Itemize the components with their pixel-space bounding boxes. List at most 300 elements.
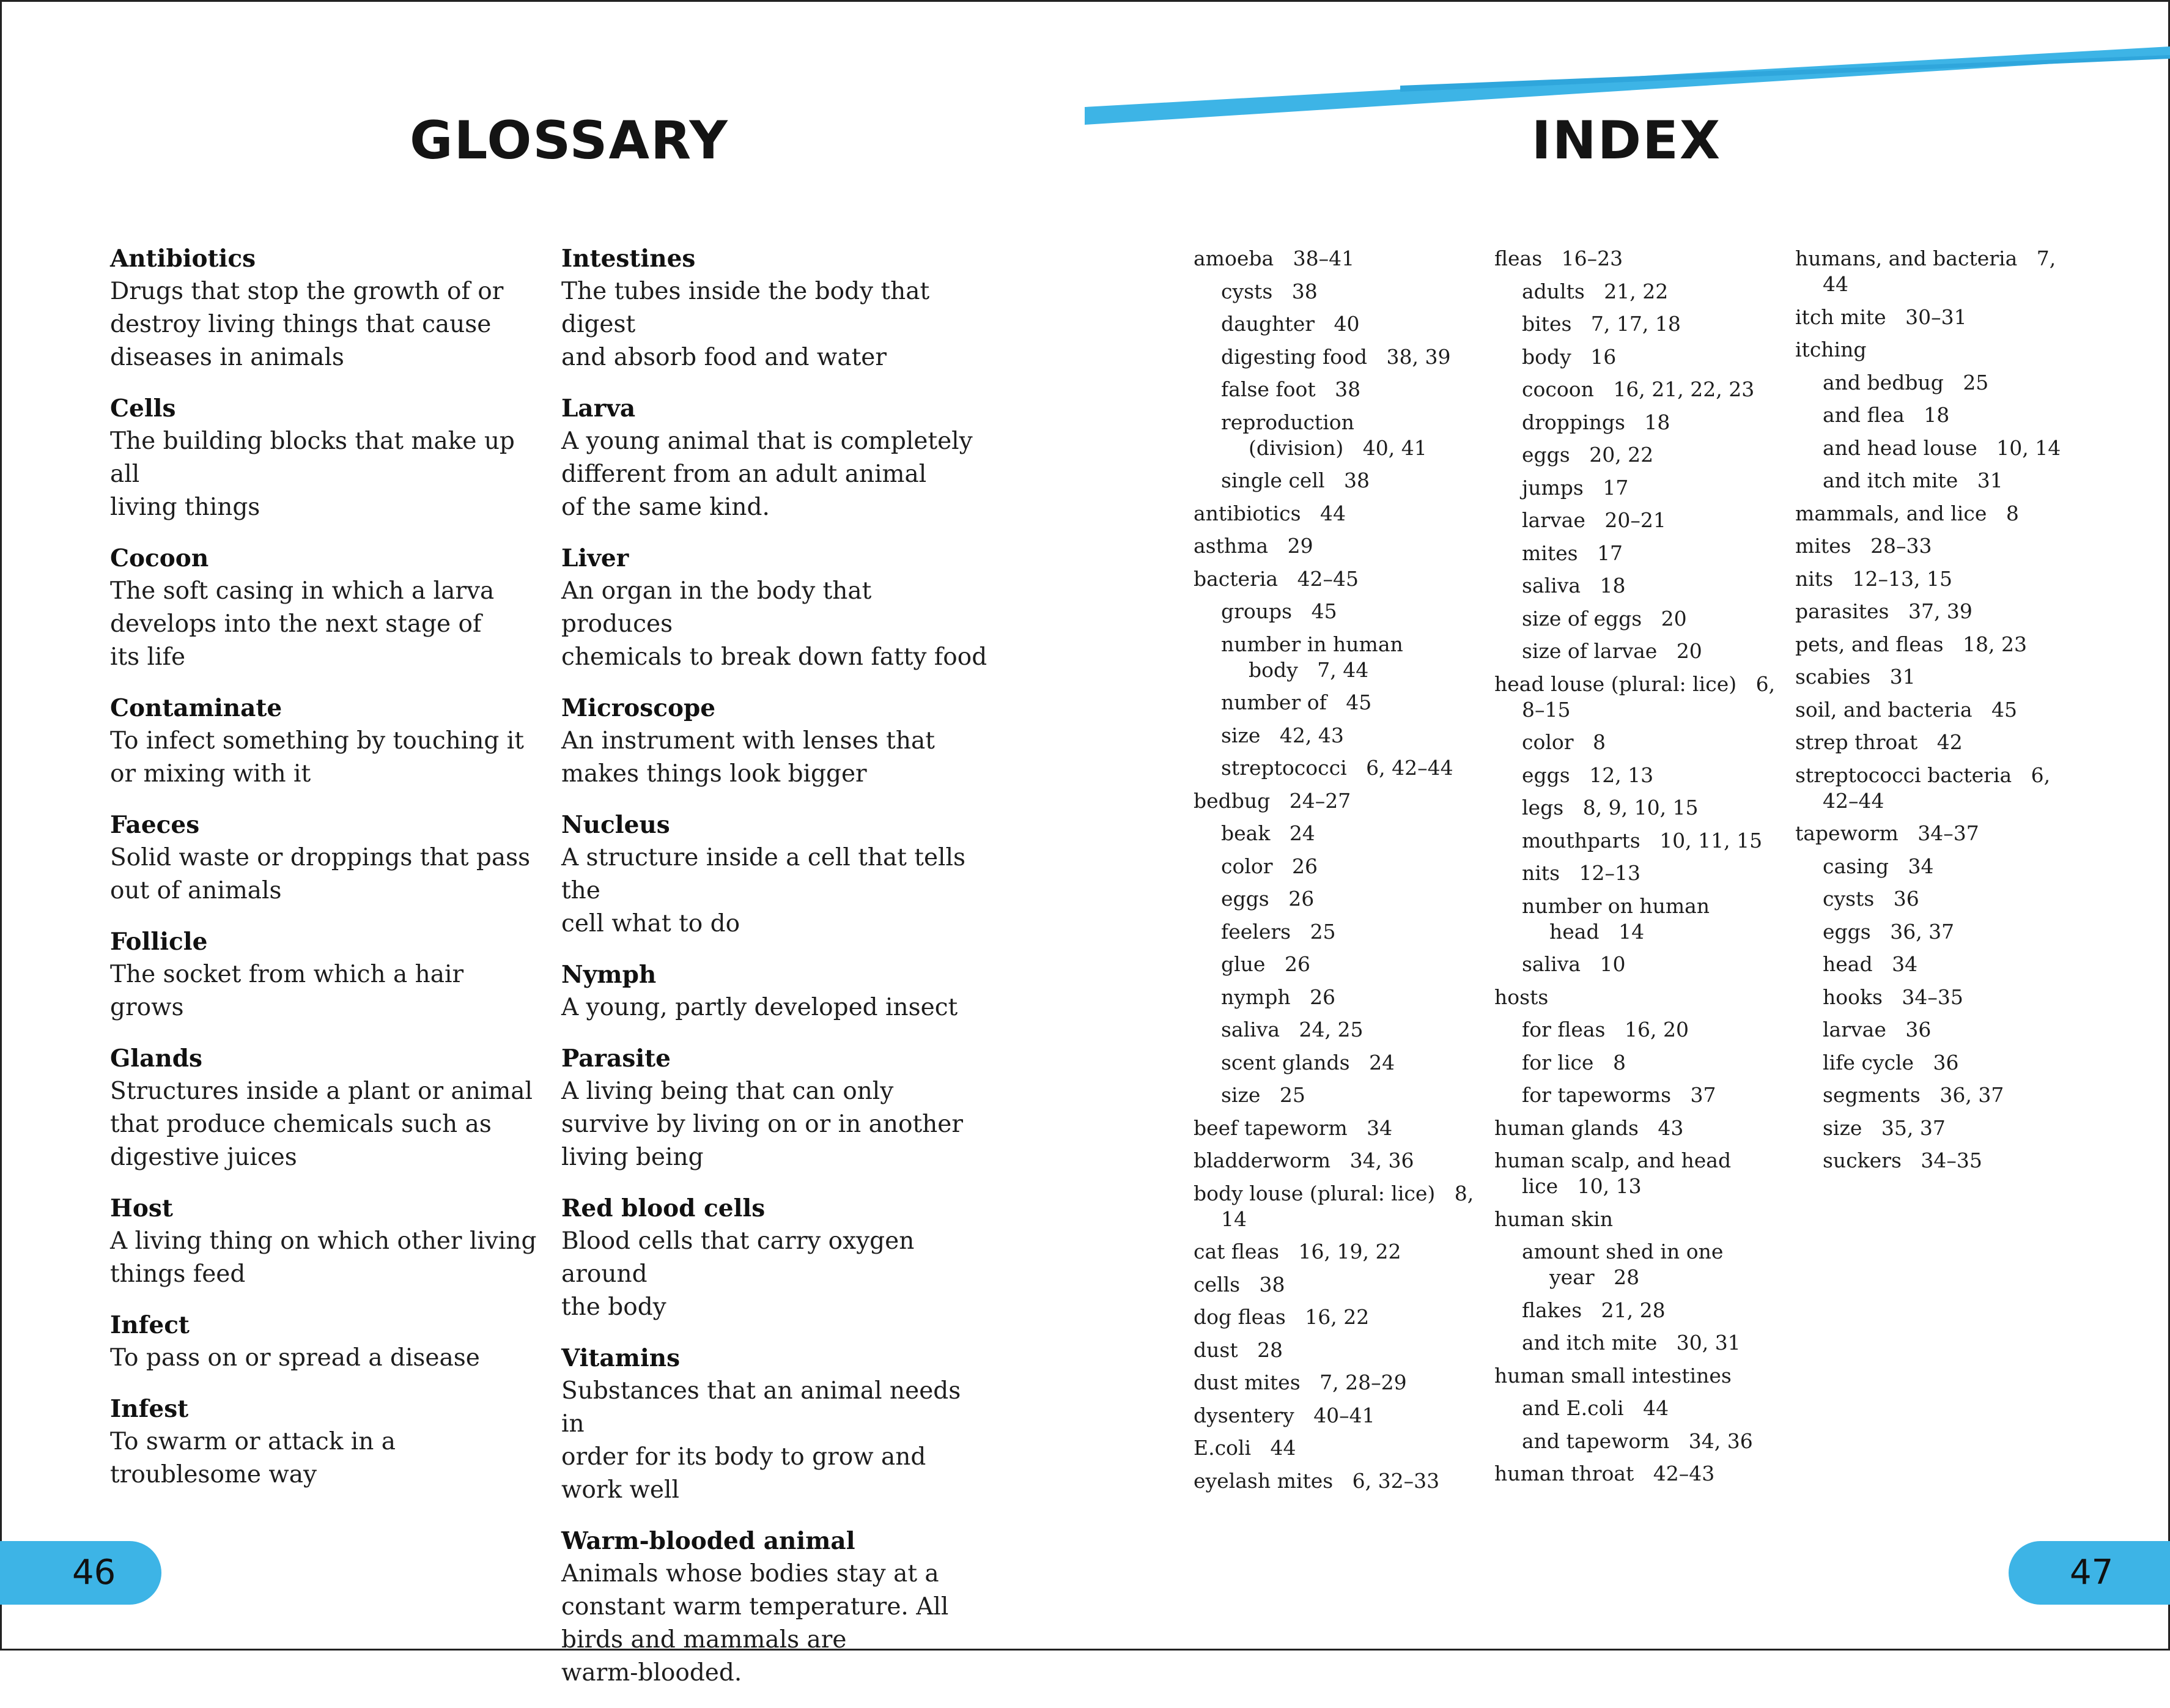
index-subentry — [1494, 1239, 1782, 1290]
glossary-definition: An organ in the body that produces chemicals to break down fatty food — [561, 577, 987, 671]
index-pages: 34–35 — [1921, 1148, 1982, 1172]
index-subentry — [1194, 1050, 1481, 1076]
index-subentry — [1795, 919, 2064, 945]
index-pages: 42–43 — [1653, 1462, 1715, 1485]
index-subentry — [1194, 821, 1481, 846]
index-pages: 12–13, 15 — [1852, 566, 1952, 591]
index-term: dysentery — [1194, 1403, 1294, 1427]
index-pages: 18 — [1644, 410, 1670, 434]
index-entry — [1795, 533, 2064, 559]
glossary-entry — [561, 1192, 989, 1324]
index-subentry — [1194, 599, 1481, 624]
glossary-entry — [110, 542, 538, 674]
index-pages: 34 — [1367, 1115, 1393, 1140]
index-subentry — [1494, 893, 1782, 945]
index-pages: 29 — [1287, 534, 1313, 558]
index-pages: 7, 28–29 — [1319, 1370, 1407, 1394]
index-pages: 8 — [1593, 730, 1606, 754]
index-subentry — [1494, 1298, 1782, 1323]
index-entry — [1194, 1468, 1481, 1494]
glossary-entry — [561, 393, 989, 524]
index-term: cocoon — [1522, 377, 1594, 401]
index-subentry — [1795, 402, 2064, 428]
index-term: amoeba — [1194, 246, 1274, 270]
index-column-1 — [1194, 246, 1481, 1501]
index-pages: 38–41 — [1293, 246, 1355, 270]
index-subentry — [1494, 1396, 1782, 1421]
index-title: INDEX — [1531, 110, 1722, 171]
index-pages: 20–21 — [1604, 508, 1666, 532]
index-pages: 25 — [1279, 1083, 1305, 1107]
index-term: for fleas — [1522, 1018, 1606, 1041]
index-term: amount shed in one year — [1522, 1240, 1724, 1289]
glossary-definition: The soft casing in which a larva develops into the next stage of its life — [110, 577, 495, 671]
index-subentry — [1194, 344, 1481, 370]
index-term: segments — [1823, 1083, 1921, 1107]
index-term: fleas — [1494, 246, 1543, 270]
index-pages: 17 — [1597, 541, 1623, 565]
glossary-entry — [110, 692, 538, 791]
index-term: size — [1823, 1115, 1862, 1140]
glossary-definition: A living thing on which other living things feed — [110, 1227, 537, 1288]
index-pages: 31 — [1889, 665, 1916, 689]
index-term: mites — [1522, 541, 1578, 565]
index-entry — [1795, 632, 2064, 657]
glossary-entry — [561, 692, 989, 791]
index-term: and bedbug — [1823, 370, 1944, 394]
index-pages: 44 — [1320, 501, 1346, 525]
index-pages: 37 — [1690, 1083, 1716, 1107]
index-entry — [1194, 1115, 1481, 1141]
index-subentry — [1494, 475, 1782, 501]
index-pages: 24 — [1369, 1050, 1395, 1074]
index-subentry — [1494, 508, 1782, 533]
glossary-column-1 — [110, 243, 538, 1510]
index-term: beef tapeworm — [1194, 1115, 1348, 1140]
index-subentry — [1194, 377, 1481, 402]
index-pages: 38, 39 — [1386, 344, 1451, 369]
index-term: nits — [1795, 566, 1834, 591]
index-pages: 20 — [1676, 639, 1702, 663]
index-column-2 — [1494, 246, 1782, 1494]
glossary-term: Microscope — [561, 694, 716, 722]
glossary-term: Infest — [110, 1395, 189, 1423]
index-subentry — [1194, 1082, 1481, 1108]
index-term: human small intestines — [1494, 1363, 1732, 1388]
index-term: false foot — [1221, 377, 1316, 401]
glossary-entry — [110, 926, 538, 1024]
index-term: strep throat — [1795, 730, 1918, 754]
index-pages: 20, 22 — [1589, 443, 1654, 467]
glossary-entry — [110, 1393, 538, 1492]
index-entry — [1194, 1403, 1481, 1429]
index-term: streptococci bacteria — [1795, 763, 2012, 787]
index-pages: 10, 11, 15 — [1659, 828, 1763, 852]
glossary-entry — [110, 243, 538, 374]
index-term: saliva — [1221, 1018, 1280, 1041]
index-term: humans, and bacteria — [1795, 246, 2018, 270]
index-pages: 26 — [1288, 887, 1315, 911]
glossary-entry — [110, 1192, 538, 1291]
index-term: nits — [1522, 861, 1560, 885]
index-pages: 8, 9, 10, 15 — [1582, 796, 1699, 819]
glossary-definition: Substances that an animal needs in order for its body to grow and work well — [561, 1377, 961, 1504]
index-subentry — [1494, 638, 1782, 664]
index-subentry — [1194, 632, 1481, 683]
index-entry — [1194, 1181, 1481, 1232]
index-subentry — [1795, 435, 2064, 461]
index-pages: 36 — [1905, 1018, 1932, 1041]
index-column-3 — [1795, 246, 2064, 1181]
index-subentry — [1194, 952, 1481, 977]
index-subentry — [1795, 1050, 2064, 1076]
index-pages: 6, 42–44 — [1366, 756, 1453, 780]
index-pages: 38 — [1259, 1272, 1285, 1296]
glossary-definition: Drugs that stop the growth of or destroy living things that cause diseases in animals — [110, 278, 504, 371]
index-subentry — [1795, 1017, 2064, 1043]
index-term: soil, and bacteria — [1795, 697, 1973, 722]
index-term: number in human body — [1221, 632, 1403, 682]
glossary-definition: To pass on or spread a disease — [110, 1344, 480, 1372]
index-pages: 26 — [1284, 952, 1310, 976]
glossary-definition: The socket from which a hair grows — [110, 961, 464, 1021]
glossary-term: Glands — [110, 1044, 202, 1073]
index-entry — [1194, 1239, 1481, 1265]
index-term: eggs — [1823, 919, 1871, 944]
index-pages: 36 — [1933, 1050, 1959, 1074]
glossary-definition: An instrument with lenses that makes things look bigger — [561, 727, 935, 788]
index-term: bacteria — [1194, 566, 1279, 591]
index-pages: 21, 28 — [1601, 1298, 1666, 1322]
index-term: hooks — [1823, 985, 1883, 1009]
glossary-term: Larva — [561, 394, 636, 423]
index-entry — [1194, 1304, 1481, 1330]
index-subentry — [1194, 723, 1481, 749]
index-term: pets, and fleas — [1795, 632, 1944, 656]
glossary-entry — [110, 1043, 538, 1174]
index-subentry — [1494, 1017, 1782, 1043]
index-entry — [1795, 246, 2064, 297]
glossary-term: Faeces — [110, 811, 200, 839]
index-entry — [1795, 305, 2064, 330]
glossary-entry — [561, 809, 989, 941]
glossary-definition: The tubes inside the body that digest and absorb food and water — [561, 278, 930, 371]
index-term: dust mites — [1194, 1370, 1301, 1394]
index-pages: 34–37 — [1917, 821, 1979, 845]
index-pages: 7, 44 — [1317, 657, 1369, 682]
index-subentry — [1194, 886, 1481, 912]
index-term: eggs — [1522, 763, 1570, 787]
index-pages: 36, 37 — [1890, 919, 1955, 944]
index-subentry — [1795, 1115, 2064, 1141]
index-subentry — [1194, 410, 1481, 461]
index-pages: 18 — [1600, 574, 1626, 597]
glossary-definition: Solid waste or droppings that pass out of animals — [110, 844, 531, 904]
index-pages: 10 — [1600, 952, 1626, 976]
index-pages: 36, 37 — [1939, 1083, 2004, 1107]
index-subentry — [1194, 311, 1481, 337]
index-pages: 45 — [1991, 697, 2017, 722]
index-pages: 26 — [1292, 854, 1318, 878]
index-pages: 38 — [1344, 468, 1370, 492]
glossary-definition: A young animal that is completely different from an adult animal of the same kind. — [561, 427, 973, 521]
index-pages: 20 — [1661, 606, 1687, 630]
index-pages: 16 — [1590, 344, 1617, 369]
index-term: beak — [1221, 821, 1271, 845]
index-pages: 12–13 — [1579, 861, 1640, 885]
index-subentry — [1494, 1330, 1782, 1356]
index-term: suckers — [1823, 1148, 1902, 1172]
index-pages: 34–35 — [1902, 985, 1963, 1009]
index-term: daughter — [1221, 312, 1315, 336]
index-pages: 8, 14 — [1221, 1181, 1474, 1231]
index-pages: 44 — [1643, 1396, 1669, 1420]
index-pages: 37, 39 — [1908, 599, 1973, 623]
index-pages: 8 — [1612, 1050, 1626, 1074]
index-term: mites — [1795, 534, 1851, 558]
index-term: flakes — [1522, 1298, 1582, 1322]
index-pages: 16, 21, 22, 23 — [1613, 377, 1755, 401]
index-pages: 7, 17, 18 — [1590, 312, 1681, 336]
index-term: color — [1522, 730, 1574, 754]
index-subentry — [1494, 410, 1782, 435]
index-term: streptococci — [1221, 756, 1347, 780]
glossary-term: Nymph — [561, 961, 657, 989]
index-pages: 16, 19, 22 — [1298, 1240, 1401, 1263]
glossary-entry — [561, 1525, 989, 1690]
index-pages: 35, 37 — [1881, 1115, 1946, 1140]
index-pages: 30–31 — [1905, 305, 1967, 329]
index-pages: 28 — [1614, 1265, 1640, 1289]
index-pages: 25 — [1963, 370, 1989, 394]
index-term: larvae — [1522, 508, 1585, 532]
index-term: scent glands — [1221, 1050, 1350, 1074]
index-term: bedbug — [1194, 788, 1271, 813]
index-pages: 6, 32–33 — [1352, 1468, 1440, 1493]
index-term: eggs — [1221, 887, 1269, 911]
index-entry — [1494, 246, 1782, 272]
index-entry — [1795, 763, 2064, 814]
index-entry — [1494, 671, 1782, 723]
index-term: reproduction (division) — [1221, 410, 1354, 460]
index-pages: 16, 22 — [1305, 1305, 1370, 1329]
index-pages: 6, 8–15 — [1522, 671, 1776, 722]
index-pages: 24–27 — [1289, 788, 1351, 813]
index-term: head — [1823, 952, 1873, 976]
index-pages: 43 — [1658, 1115, 1684, 1140]
glossary-term: Red blood cells — [561, 1194, 766, 1222]
index-entry — [1795, 821, 2064, 846]
index-entry — [1494, 1363, 1782, 1389]
index-entry — [1494, 1115, 1782, 1141]
index-term: scabies — [1795, 665, 1871, 689]
glossary-entry — [561, 243, 989, 374]
index-term: and itch mite — [1522, 1331, 1658, 1355]
index-pages: 31 — [1977, 468, 2003, 492]
index-term: and E.coli — [1522, 1396, 1624, 1420]
index-term: for tapeworms — [1522, 1083, 1672, 1107]
index-entry — [1795, 697, 2064, 723]
glossary-definition: Animals whose bodies stay at a constant warm temperature. All birds and mammals are warm-blooded. — [561, 1560, 949, 1687]
index-entry — [1194, 1148, 1481, 1174]
index-pages: 36 — [1893, 887, 1919, 911]
glossary-term: Cocoon — [110, 544, 209, 572]
index-subentry — [1494, 442, 1782, 468]
index-term: for lice — [1522, 1050, 1594, 1074]
index-term: adults — [1522, 279, 1585, 303]
index-term: larvae — [1823, 1018, 1886, 1041]
index-subentry — [1194, 854, 1481, 879]
index-entry — [1194, 566, 1481, 592]
glossary-entry — [110, 393, 538, 524]
index-term: size of larvae — [1522, 639, 1658, 663]
index-entry — [1194, 501, 1481, 527]
index-term: tapeworm — [1795, 821, 1899, 845]
index-entry — [1194, 1272, 1481, 1298]
index-pages: 44 — [1270, 1436, 1296, 1460]
index-subentry — [1494, 344, 1782, 370]
index-entry — [1795, 566, 2064, 592]
index-term: parasites — [1795, 599, 1889, 623]
glossary-term: Antibiotics — [110, 245, 256, 273]
index-pages: 42–45 — [1297, 566, 1359, 591]
index-pages: 42, 43 — [1279, 723, 1344, 747]
index-subentry — [1194, 919, 1481, 945]
glossary-definition: Blood cells that carry oxygen around the body — [561, 1227, 915, 1321]
index-pages: 18, 23 — [1963, 632, 2027, 656]
index-term: body louse (plural: lice) — [1194, 1181, 1436, 1205]
index-pages: 24, 25 — [1299, 1018, 1364, 1041]
index-entry — [1795, 599, 2064, 624]
index-subentry — [1494, 952, 1782, 977]
index-term: mouthparts — [1522, 828, 1640, 852]
index-term: mammals, and lice — [1795, 501, 1987, 525]
index-term: size of eggs — [1522, 606, 1642, 630]
index-term: and tapeworm — [1522, 1429, 1670, 1453]
glossary-column-2 — [561, 243, 989, 1708]
index-term: cysts — [1221, 279, 1273, 303]
index-term: size — [1221, 723, 1261, 747]
index-pages: 28–33 — [1870, 534, 1932, 558]
index-subentry — [1494, 763, 1782, 788]
glossary-entry — [561, 1043, 989, 1174]
index-subentry — [1494, 795, 1782, 821]
index-entry — [1795, 337, 2064, 363]
index-subentry — [1795, 952, 2064, 977]
index-subentry — [1494, 1050, 1782, 1076]
index-subentry — [1494, 377, 1782, 402]
index-pages: 24 — [1289, 821, 1315, 845]
index-pages: 34 — [1908, 854, 1934, 878]
index-term: antibiotics — [1194, 501, 1301, 525]
glossary-definition: To infect something by touching it or mixing with it — [110, 727, 524, 788]
index-term: human glands — [1494, 1115, 1639, 1140]
index-pages: 45 — [1311, 599, 1337, 623]
index-term: itch mite — [1795, 305, 1886, 329]
index-term: cells — [1194, 1272, 1241, 1296]
index-subentry — [1194, 468, 1481, 494]
index-term: droppings — [1522, 410, 1625, 434]
index-term: bites — [1522, 312, 1572, 336]
index-subentry — [1795, 1148, 2064, 1174]
index-entry — [1194, 246, 1481, 272]
index-pages: 12, 13 — [1589, 763, 1654, 787]
index-term: dog fleas — [1194, 1305, 1286, 1329]
index-term: color — [1221, 854, 1273, 878]
index-pages: 30, 31 — [1676, 1331, 1741, 1355]
index-entry — [1795, 664, 2064, 690]
index-pages: 40, 41 — [1362, 435, 1427, 460]
index-term: saliva — [1522, 952, 1581, 976]
index-subentry — [1795, 854, 2064, 879]
index-subentry — [1494, 1082, 1782, 1108]
index-term: hosts — [1494, 985, 1549, 1009]
glossary-entry — [561, 1342, 989, 1507]
index-term: glue — [1221, 952, 1266, 976]
index-subentry — [1795, 985, 2064, 1010]
index-pages: 18 — [1924, 403, 1950, 427]
index-pages: 34, 36 — [1688, 1429, 1753, 1453]
index-subentry — [1795, 1082, 2064, 1108]
glossary-definition: The building blocks that make up all living things — [110, 427, 515, 521]
glossary-term: Follicle — [110, 928, 208, 956]
index-pages: 42 — [1936, 730, 1963, 754]
index-term: jumps — [1522, 475, 1584, 500]
index-pages: 21, 22 — [1604, 279, 1669, 303]
index-subentry — [1494, 541, 1782, 566]
index-subentry — [1194, 985, 1481, 1010]
index-pages: 14 — [1618, 919, 1645, 944]
index-subentry — [1795, 370, 2064, 396]
index-pages: 28 — [1257, 1337, 1283, 1362]
index-subentry — [1194, 690, 1481, 715]
index-pages: 38 — [1291, 279, 1318, 303]
index-term: single cell — [1221, 468, 1325, 492]
glossary-definition: To swarm or attack in a troublesome way — [110, 1428, 396, 1488]
glossary-term: Liver — [561, 544, 629, 572]
index-term: itching — [1795, 338, 1867, 361]
index-term: and itch mite — [1823, 468, 1958, 492]
index-pages: 34 — [1892, 952, 1918, 976]
index-subentry — [1494, 828, 1782, 854]
index-subentry — [1494, 1429, 1782, 1454]
index-term: human throat — [1494, 1462, 1634, 1485]
index-pages: 34, 36 — [1349, 1148, 1414, 1172]
glossary-definition: A living being that can only survive by living on or in another living being — [561, 1078, 963, 1171]
index-entry — [1795, 501, 2064, 527]
index-term: and flea — [1823, 403, 1905, 427]
index-pages: 45 — [1346, 690, 1372, 714]
index-entry — [1194, 1370, 1481, 1396]
index-subentry — [1494, 573, 1782, 599]
index-term: casing — [1823, 854, 1889, 878]
index-entry — [1194, 1337, 1481, 1363]
index-pages: 7, 44 — [1823, 246, 2056, 296]
index-term: digesting food — [1221, 344, 1368, 369]
glossary-entry — [561, 959, 989, 1024]
glossary-term: Contaminate — [110, 694, 282, 722]
glossary-term: Intestines — [561, 245, 696, 273]
index-term: feelers — [1221, 919, 1291, 944]
index-pages: 40 — [1334, 312, 1360, 336]
index-entry — [1194, 533, 1481, 559]
index-term: head louse (plural: lice) — [1494, 671, 1737, 696]
index-subentry — [1494, 279, 1782, 305]
index-pages: 6, 42–44 — [1823, 763, 2051, 813]
index-term: size — [1221, 1083, 1261, 1107]
index-term: human scalp, and head lice — [1494, 1148, 1732, 1198]
index-pages: 10, 13 — [1577, 1174, 1642, 1198]
